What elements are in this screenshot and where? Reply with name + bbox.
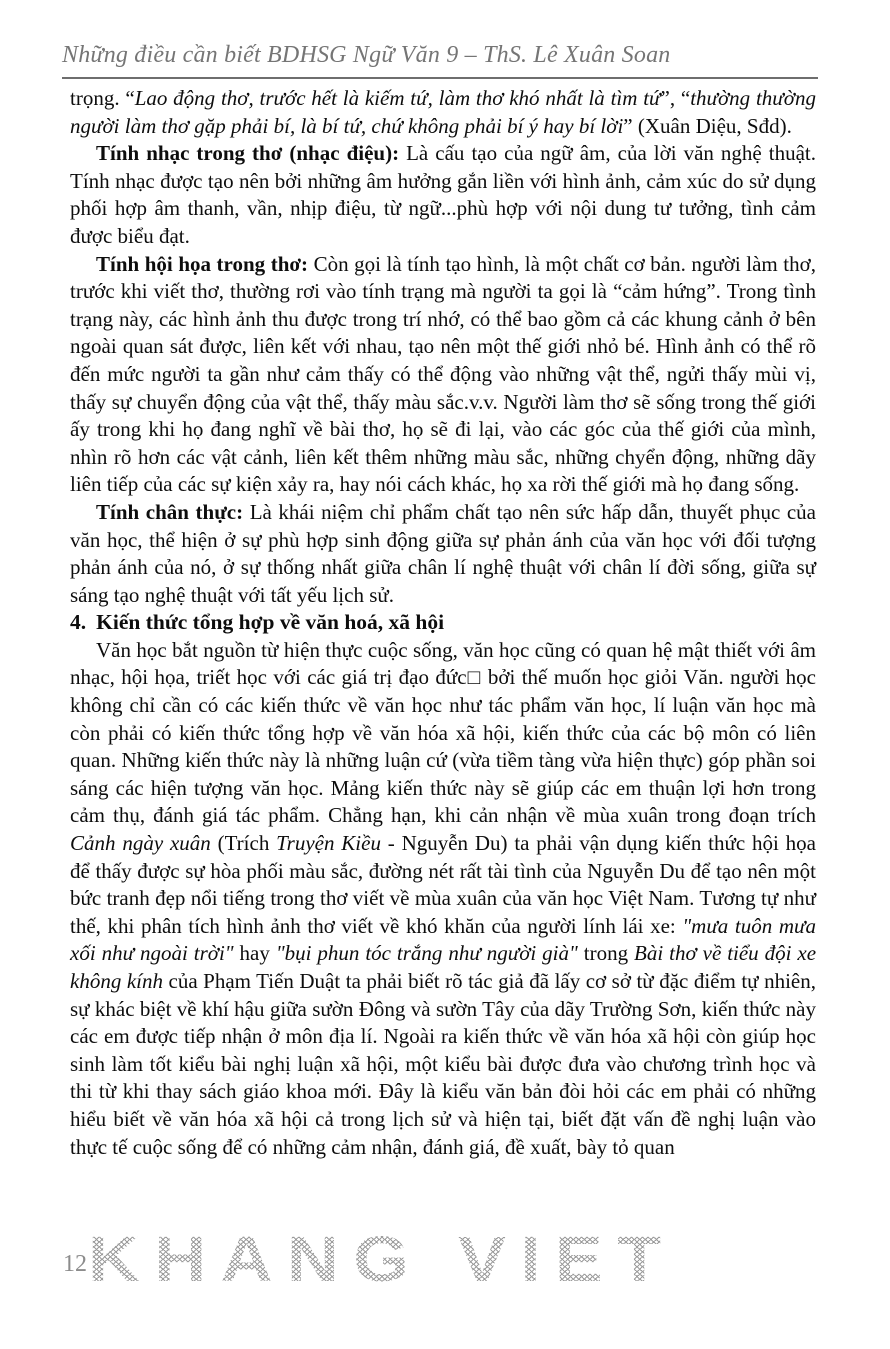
- section-heading: [70, 609, 816, 637]
- text-run: Còn gọi là tính tạo hình, là một chất cơ bản. người làm thơ, trước khi viết thơ, thường rơi vào tính trạng mà người ta gọi là “cảm hứng”. Trong tình trạng này, các hình ảnh thu được trong trí nhớ, có thể bao gồm cả các khung cảnh ở bên ngoài quan sát được, liên kết với nhau, tạo nên một thế giới nhỏ bé. Hình ảnh có thể rõ đến mức người ta gần như cảm thấy có thể động vào những vật thể, ngửi thấy mùi vị, thấy sự chuyển động của vật thể, thấy màu sắc.v.v. Người làm thơ sẽ sống trong thế giới ấy trong khi họ đang nghĩ về bài thơ, họ sẽ đi lại, vào các góc của thế giới của mình, nhìn rõ hơn các vật cảnh, liên kết thêm những màu sắc, những chyển động, những dãy liên tiếp của các sự kiện xảy ra, hay nói cách khác, họ xa rời thế giới mà họ đang sống.: [70, 251, 816, 497]
- work-title: Truyện Kiều: [276, 831, 381, 856]
- text-run: Là khái niệm chỉ phẩm chất tạo nên sức hấp dẫn, thuyết phục của văn học, thể hiện ở sự phù hợp sinh động giữa sự phản ánh của văn học với đối tượng phản ánh của nó, ở sự thống nhất giữa chân lí nghệ thuật với chân lí đời sống, giữa sự sáng tạo nghệ thuật với tất yếu lịch sử.: [70, 499, 816, 607]
- text-run: (Trích: [210, 831, 277, 856]
- text-run: hay: [233, 941, 276, 966]
- paragraph-quote-continuation: [70, 85, 816, 140]
- text-run: trọng. “: [70, 86, 135, 110]
- work-title: Bài thơ về tiểu đội xe không kính: [70, 941, 817, 993]
- paragraph-tinh-nhac: [70, 140, 816, 250]
- running-title: Những điều cần biết BDHSG Ngữ Văn 9 – ThS. Lê Xuân Soan: [62, 42, 671, 68]
- header-rule-divider: [62, 77, 818, 79]
- text-run: ”, “: [660, 86, 691, 110]
- paragraph-kien-thuc-tong-hop: [70, 637, 816, 1161]
- text-run: thường thường người làm thơ gặp phải bí, là bí tứ, chứ không phải bí ý hay bí lời: [70, 86, 816, 138]
- term-label: Tính hội họa trong thơ:: [96, 251, 314, 276]
- paragraph-tinh-chan-thuc: [70, 499, 816, 609]
- section-title: Kiến thức tổng hợp về văn hoá, xã hội: [96, 610, 445, 635]
- page-number: 12: [63, 1251, 87, 1277]
- text-run: ” (Xuân Diệu, Sđd).: [623, 113, 792, 138]
- text-run: trong: [577, 941, 635, 966]
- verse-quote: "mưa tuôn mưa xối như ngoài trời": [70, 913, 816, 966]
- text-run: Là cấu tạo của ngữ âm, của lời văn nghệ thuật. Tính nhạc được tạo nên bởi những âm hưởng gắn liền với hình ảnh, cảm xúc do sử dụng phối hợp âm thanh, vần, nhịp điệu, từ ngữ...phù hợp với nội dung tư tưởng, tình cảm được biểu đạt.: [70, 141, 817, 248]
- term-label: Tính chân thực:: [96, 499, 250, 524]
- verse-quote: "bụi phun tóc trắng như người già": [275, 941, 578, 966]
- work-title: Cảnh ngày xuân: [70, 831, 211, 856]
- text-run: Lao động thơ, trước hết là kiếm tứ, làm thơ khó nhất là tìm tứ: [134, 86, 661, 110]
- text-run: Văn học bắt nguồn từ hiện thực cuộc sống, văn học cũng có quan hệ mật thiết với âm nhạc, hội họa, triết học với các giá trị đạo đức□ bởi thế muốn học giỏi Văn. người học không chỉ cần có các kiến thức về văn học như tác phẩm văn học, lí luận văn học mà còn phải có kiến thức tổng hợp về văn hóa xã hội, kiến thức của các bộ môn có liên quan. Những kiến thức này là những luận cứ (vừa tiềm tàng vừa hiện thực) góp phần soi sáng các hiện tượng văn học. Mảng kiến thức này sẽ giúp các em thuận lợi hơn trong cảm thụ, đánh giá tác phẩm. Chẳng hạn, khi cản nhận về mùa xuân trong đoạn trích: [70, 637, 816, 828]
- text-run: - Nguyễn Du) ta phải vận dụng kiến thức hội họa để thấy được sự hòa phối màu sắc, đường nét rất tài tình của Nguyễn Du để tạo nên một bức tranh đẹp nổi tiếng trong thơ viết về mùa xuân của văn học Việt Nam. Tương tự như thế, khi phân tích hình ảnh thơ viết về khó khăn của người lính lái xe:: [70, 831, 816, 938]
- publisher-watermark: KHANG VIET: [88, 1223, 676, 1295]
- text-run: của Phạm Tiến Duật ta phải biết rõ tác giả đã lấy cơ sở từ đặc điểm tự nhiên, sự khác biệt về khí hậu giữa sườn Đông và sườn Tây của dãy Trường Sơn, kiến thức này các em được tiếp nhận ở môn địa lí. Ngoài ra kiến thức về văn hóa xã hội còn giúp học sinh làm tốt kiểu bài nghị luận xã hội, một kiểu bài được đưa vào chương trình học và thi từ khi thay sách giáo khoa mới. Đây là kiểu văn bản đòi hỏi các em phải có những hiểu biết về văn hóa xã hội cả trong lịch sử và hiện tại, biết đặt vấn đề nghị luận vào thực tế cuộc sống để có những cảm nhận, đánh giá, đề xuất, bày tỏ quan: [70, 969, 816, 1159]
- page-body: [70, 85, 816, 1161]
- section-number: 4.: [70, 610, 87, 635]
- term-label: Tính nhạc trong thơ (nhạc điệu):: [96, 141, 407, 166]
- paragraph-tinh-hoi-hoa: [70, 251, 816, 499]
